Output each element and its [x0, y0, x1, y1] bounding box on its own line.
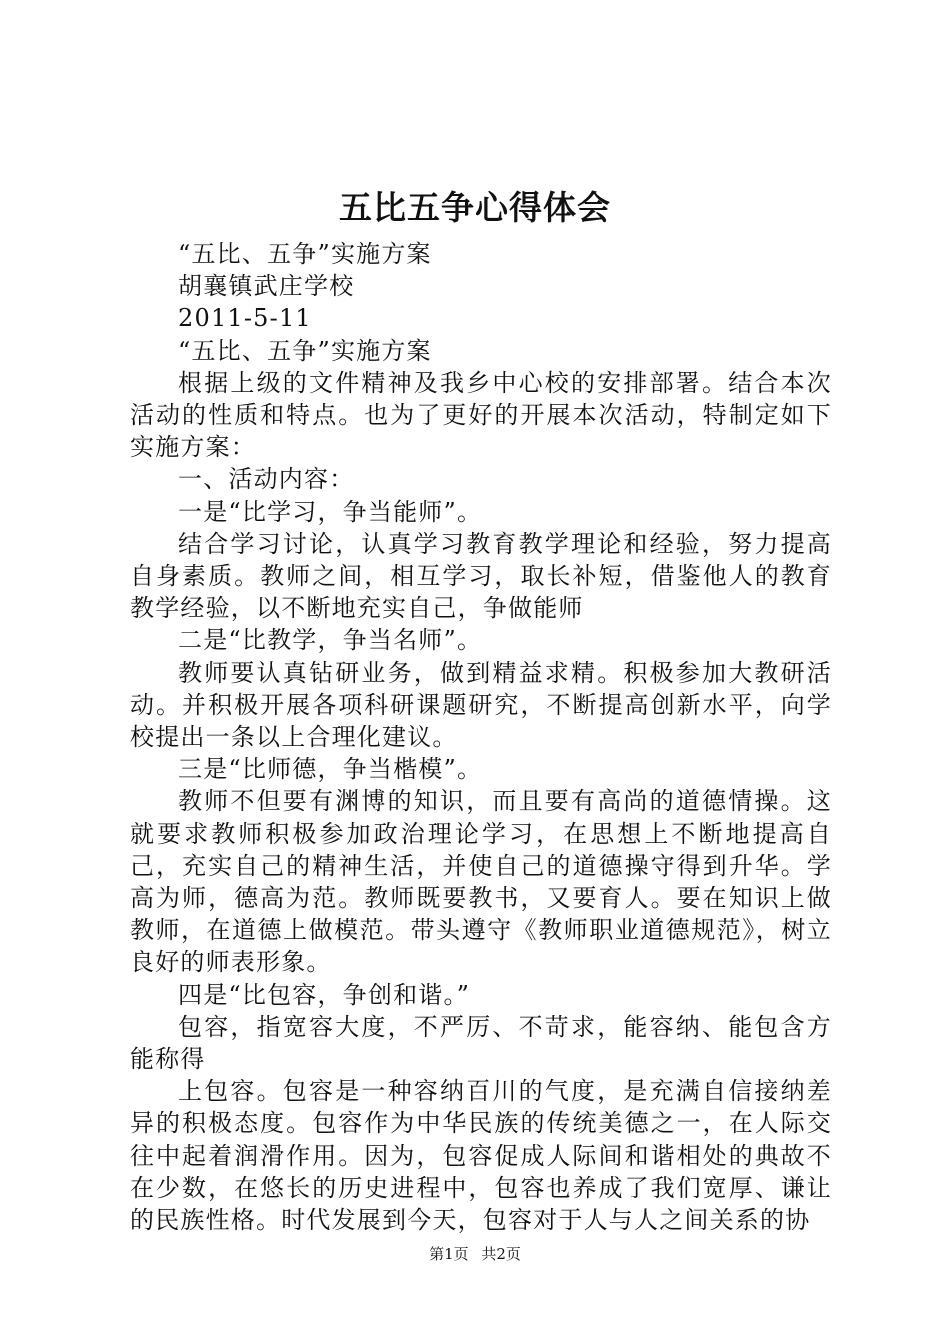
page-total: 共2页 [481, 1245, 521, 1263]
paragraph-item-2-body: 教师要认真钻研业务，做到精益求精。积极参加大教研活动。并积极开展各项科研课题研究，不断提高创新水平，向学校提出一条以上合理化建议。 [130, 658, 832, 752]
document-body [130, 238, 832, 1236]
paragraph-item-1-heading: 一是“比学习，争当能师”。 [178, 497, 483, 526]
paragraph-intro: 根据上级的文件精神及我乡中心校的安排部署。结合本次活动的性质和特点。也为了更好的开展本次活动，特制定如下实施方案： [130, 368, 832, 462]
paragraph-item-3-heading: 三是“比师德，争当楷模”。 [178, 755, 483, 784]
paragraph-item-4-body-b: 上包容。包容是一种容纳百川的气度，是充满自信接纳差异的积极态度。包容作为中华民族的传统美德之一，在人际交往中起着润滑作用。因为，包容促成人际间和谐相处的典故不在少数，在悠长的历史进程中，包容也养成了我们宽厚、谦让的民族性格。时代发展到今天，包容对于人与人之间关系的协 [130, 1077, 832, 1235]
paragraph-item-4-heading: 四是“比包容，争创和谐。” [178, 980, 471, 1009]
paragraph-plan-title-repeat: “五比、五争”实施方案 [178, 336, 432, 365]
page-number: 第1页 [429, 1245, 469, 1263]
paragraph-item-2-heading: 二是“比教学，争当名师”。 [178, 626, 483, 655]
document-title: 五比五争心得体会 [339, 188, 611, 227]
paragraph-date: 2011-5-11 [178, 304, 312, 333]
paragraph-item-1-body: 结合学习讨论，认真学习教育教学理论和经验，努力提高自身素质。教师之间，相互学习，取长补短，借鉴他人的教育教学经验，以不断地充实自己，争做能师 [130, 529, 832, 623]
paragraph-item-3-body: 教师不但要有渊博的知识，而且要有高尚的道德情操。这就要求教师积极参加政治理论学习，在思想上不断地提高自己，充实自己的精神生活，并使自己的道德操守得到升华。学高为师，德高为范。教师既要教书，又要育人。要在知识上做教师，在道德上做模范。带头遵守《教师职业道德规范》，树立良好的师表形象。 [130, 787, 832, 977]
paragraph-school-name: 胡襄镇武庄学校 [178, 272, 355, 301]
paragraph-plan-title: “五比、五争”实施方案 [178, 240, 432, 268]
paragraph-section-heading: 一、活动内容： [178, 465, 355, 494]
page-footer [0, 1244, 950, 1264]
paragraph-item-4-body-a: 包容，指宽容大度，不严厉、不苛求，能容纳、能包含方能称得 [130, 1012, 832, 1074]
